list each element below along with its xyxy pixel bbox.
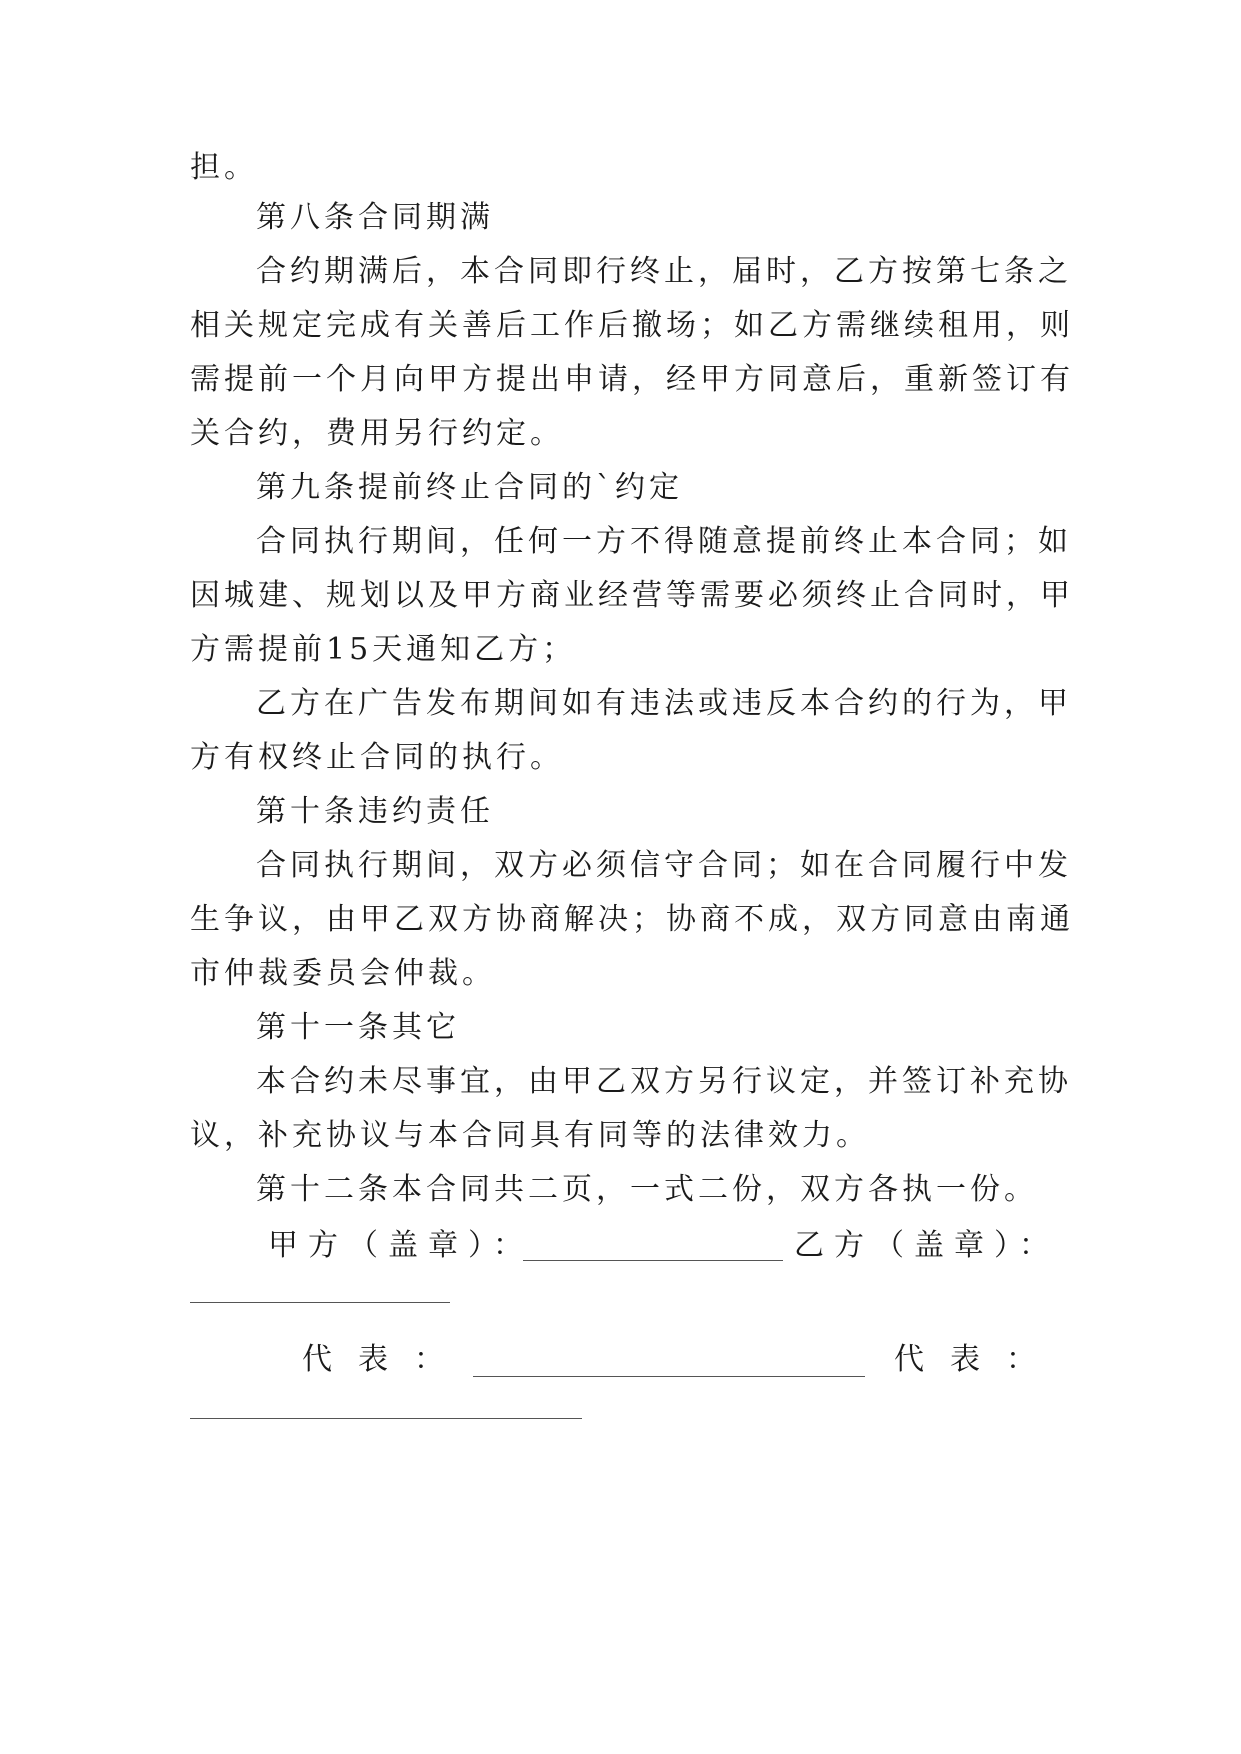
rep-a-blank [473, 1376, 865, 1377]
party-b-seal-blank [190, 1302, 450, 1303]
text-line: 需提前一个月向甲方提出申请，经甲方同意后，重新签订有 [190, 362, 1074, 397]
rep-b-label: 代表： [894, 1342, 1062, 1377]
article-heading: 第八条合同期满 [256, 200, 494, 235]
rep-a-label: 代表： [302, 1342, 470, 1377]
party-b-seal-label: 乙方（盖章）： [794, 1228, 1059, 1263]
text-line: 担。 [190, 150, 258, 185]
text-line: 本合约未尽事宜，由甲乙双方另行议定，并签订补充协 [256, 1064, 1072, 1099]
seal-row [190, 1226, 1059, 1266]
party-a-seal-blank [523, 1260, 783, 1261]
text-line: 相关规定完成有关善后工作后撤场；如乙方需继续租用，则 [190, 308, 1074, 343]
text-line: 议，补充协议与本合同具有同等的法律效力。 [190, 1118, 870, 1153]
article-heading: 第九条提前终止合同的`约定 [256, 470, 683, 505]
text-line: 关合约，费用另行约定。 [190, 416, 564, 451]
rep-b-blank [190, 1418, 582, 1419]
text-line: 市仲裁委员会仲裁。 [190, 956, 496, 991]
text-line: 因城建、规划以及甲方商业经营等需要必须终止合同时，甲 [190, 578, 1074, 613]
text-line: 合同执行期间，任何一方不得随意提前终止本合同；如 [256, 524, 1072, 559]
representative-row [190, 1340, 1062, 1380]
text-line: 合同执行期间，双方必须信守合同；如在合同履行中发 [256, 848, 1072, 883]
text-line: 生争议，由甲乙双方协商解决；协商不成，双方同意由南通 [190, 902, 1074, 937]
article-heading: 第十一条其它 [256, 1010, 460, 1045]
article-heading: 第十二条本合同共二页，一式二份，双方各执一份。 [256, 1172, 1038, 1207]
text-line: 乙方在广告发布期间如有违法或违反本合约的行为，甲 [256, 686, 1072, 721]
text-line: 合约期满后，本合同即行终止，届时，乙方按第七条之 [256, 254, 1072, 289]
text-line: 方有权终止合同的执行。 [190, 740, 564, 775]
text-line: 方需提前15天通知乙方； [190, 632, 577, 667]
party-a-seal-label: 甲方（盖章）： [268, 1228, 533, 1263]
article-heading: 第十条违约责任 [256, 794, 494, 829]
